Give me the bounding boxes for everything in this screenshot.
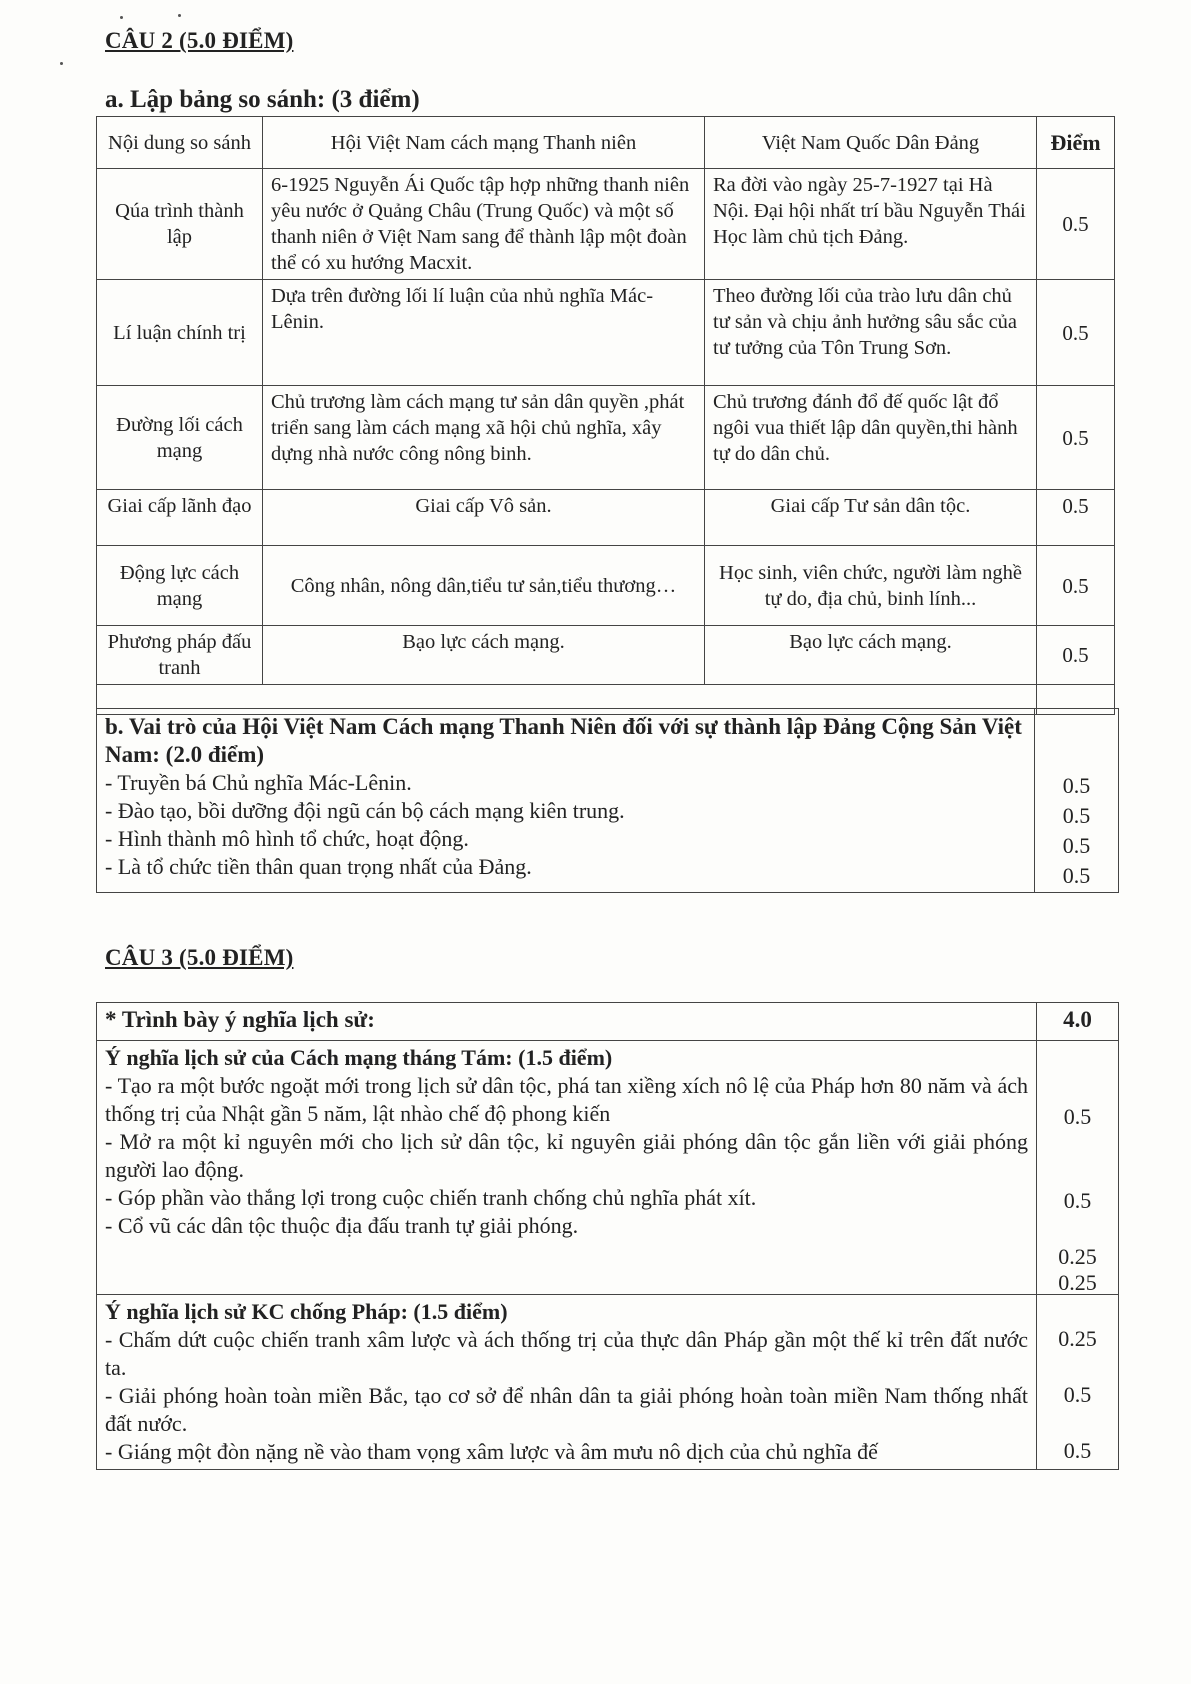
section1-score: 0.5	[1063, 1104, 1092, 1129]
table-row	[97, 386, 1115, 490]
section2-score: 0.5	[1063, 1382, 1092, 1407]
row-vnqdd: Ra đời vào ngày 25-7-1927 tại Hà Nội. Đại hội nhất trí bầu Nguyễn Thái Học làm chủ tịch Đảng.	[705, 169, 1037, 280]
row-hvn: Bạo lực cách mạng.	[263, 626, 705, 685]
row-hvn: 6-1925 Nguyễn Ái Quốc tập hợp những thanh niên yêu nước ở Quảng Châu (Trung Quốc) và một số thanh niên ở Việt Nam sang để thành lập một đoàn thể có xu hướng Macxit.	[263, 169, 705, 280]
row-criterion: Phương pháp đấu tranh	[97, 626, 263, 685]
row-score: 0.5	[1037, 169, 1115, 280]
row-vnqdd: Giai cấp Tư sản dân tộc.	[705, 490, 1037, 546]
row-hvn: Dựa trên đường lối lí luận của nhủ nghĩa Mác- Lênin.	[263, 280, 705, 386]
section2-score: 0.25	[1058, 1326, 1097, 1351]
row-vnqdd: Theo đường lối của trào lưu dân chủ tư sản và chịu ảnh hưởng sâu sắc của tư tưởng của Tôn Trung Sơn.	[705, 280, 1037, 386]
role-table	[96, 708, 1119, 893]
row-score: 0.5	[1037, 626, 1115, 685]
section1-title: Ý nghĩa lịch sử của Cách mạng tháng Tám: (1.5 điểm)	[105, 1045, 613, 1070]
section1-score: 0.25	[1058, 1270, 1097, 1295]
role-item: - Đào tạo, bồi dưỡng đội ngũ cán bộ cách mạng kiên trung.	[105, 798, 625, 823]
section1-item: - Mở ra một kỉ nguyên mới cho lịch sử dân tộc, kỉ nguyên giải phóng dân tộc gắn liền với giải phóng người lao động.	[105, 1129, 1028, 1182]
role-scores	[1035, 709, 1119, 893]
row-vnqdd: Học sinh, viên chức, người làm nghề tự do, địa chủ, binh lính...	[705, 546, 1037, 626]
significance-total-score: 4.0	[1037, 1003, 1119, 1041]
section1-scores	[1037, 1041, 1119, 1295]
significance-intro: * Trình bày ý nghĩa lịch sử:	[97, 1003, 1037, 1041]
section1-item: - Tạo ra một bước ngoặt mới trong lịch sử dân tộc, phá tan xiềng xích nô lệ của Pháp hơn 80 năm và ách thống trị của Nhật gần 5 năm, lật nhào chế độ phong kiến	[105, 1073, 1028, 1126]
table-row	[97, 626, 1115, 685]
role-content	[97, 709, 1035, 893]
table-row	[97, 169, 1115, 280]
header-score: Điểm	[1037, 117, 1115, 169]
comparison-table	[96, 116, 1115, 715]
cau2-heading: CÂU 2 (5.0 ĐIỂM)	[105, 28, 294, 53]
section2-score: 0.5	[1063, 1438, 1092, 1463]
row-criterion: Lí luận chính trị	[97, 280, 263, 386]
row-vnqdd: Bạo lực cách mạng.	[705, 626, 1037, 685]
row-hvn: Công nhân, nông dân,tiểu tư sản,tiểu thương…	[263, 546, 705, 626]
scan-speck	[60, 62, 63, 65]
section2-item: - Giáng một đòn nặng nề vào tham vọng xâm lược và âm mưu nô dịch của chủ nghĩa đế	[105, 1439, 878, 1464]
role-score: 0.5	[1062, 803, 1091, 828]
role-score: 0.5	[1062, 863, 1091, 888]
significance-table	[96, 1002, 1119, 1470]
header-vnqdd: Việt Nam Quốc Dân Đảng	[705, 117, 1037, 169]
row-criterion: Đường lối cách mạng	[97, 386, 263, 490]
scan-speck	[178, 14, 181, 17]
section1-score: 0.25	[1058, 1244, 1097, 1269]
section2-item: - Chấm dứt cuộc chiến tranh xâm lược và ách thống trị của thực dân Pháp gần một thế kỉ trên đất nước ta.	[105, 1327, 1028, 1380]
role-score: 0.5	[1062, 773, 1091, 798]
section2-item: - Giải phóng hoàn toàn miền Bắc, tạo cơ sở để nhân dân ta giải phóng hoàn toàn miền Nam thống nhất đất nước.	[105, 1383, 1028, 1436]
row-criterion: Qúa trình thành lập	[97, 169, 263, 280]
scan-speck	[120, 16, 123, 19]
row-hvn: Chủ trương làm cách mạng tư sản dân quyền ,phát triển sang làm cách mạng xã hội chủ nghĩa, xây dựng nhà nước công nông binh.	[263, 386, 705, 490]
part-a-title: a. Lập bảng so sánh: (3 điểm)	[105, 86, 420, 113]
section1-item: - Góp phần vào thắng lợi trong cuộc chiến tranh chống chủ nghĩa phát xít.	[105, 1185, 757, 1210]
role-item: - Là tổ chức tiền thân quan trọng nhất của Đảng.	[105, 854, 532, 879]
resistance-section	[97, 1295, 1037, 1470]
section2-title: Ý nghĩa lịch sử KC chống Pháp: (1.5 điểm)	[105, 1299, 508, 1324]
role-score: 0.5	[1062, 833, 1091, 858]
table-row	[97, 490, 1115, 546]
header-criterion: Nội dung so sánh	[97, 117, 263, 169]
row-score: 0.5	[1037, 280, 1115, 386]
table-header-row	[97, 117, 1115, 169]
part-b-title: b. Vai trò của Hội Việt Nam Cách mạng Thanh Niên đối với sự thành lập Đảng Cộng Sản Việt Nam: (2.0 điểm)	[105, 714, 1022, 767]
section1-item: - Cổ vũ các dân tộc thuộc địa đấu tranh tự giải phóng.	[105, 1213, 579, 1238]
august-revolution-section	[97, 1041, 1037, 1295]
header-hvn: Hội Việt Nam cách mạng Thanh niên	[263, 117, 705, 169]
role-item: - Truyền bá Chủ nghĩa Mác-Lênin.	[105, 770, 412, 795]
role-item: - Hình thành mô hình tổ chức, hoạt động.	[105, 826, 469, 851]
row-score: 0.5	[1037, 546, 1115, 626]
section1-score: 0.5	[1063, 1188, 1092, 1213]
row-vnqdd: Chủ trương đánh đổ đế quốc lật đổ ngôi vua thiết lập dân quyền,thi hành tự do dân chủ.	[705, 386, 1037, 490]
row-criterion: Động lực cách mạng	[97, 546, 263, 626]
table-row	[97, 280, 1115, 386]
row-score: 0.5	[1037, 490, 1115, 546]
row-hvn: Giai cấp Vô sản.	[263, 490, 705, 546]
row-score: 0.5	[1037, 386, 1115, 490]
cau3-heading: CÂU 3 (5.0 ĐIỂM)	[105, 945, 294, 970]
table-row	[97, 546, 1115, 626]
section2-scores	[1037, 1295, 1119, 1470]
row-criterion: Giai cấp lãnh đạo	[97, 490, 263, 546]
